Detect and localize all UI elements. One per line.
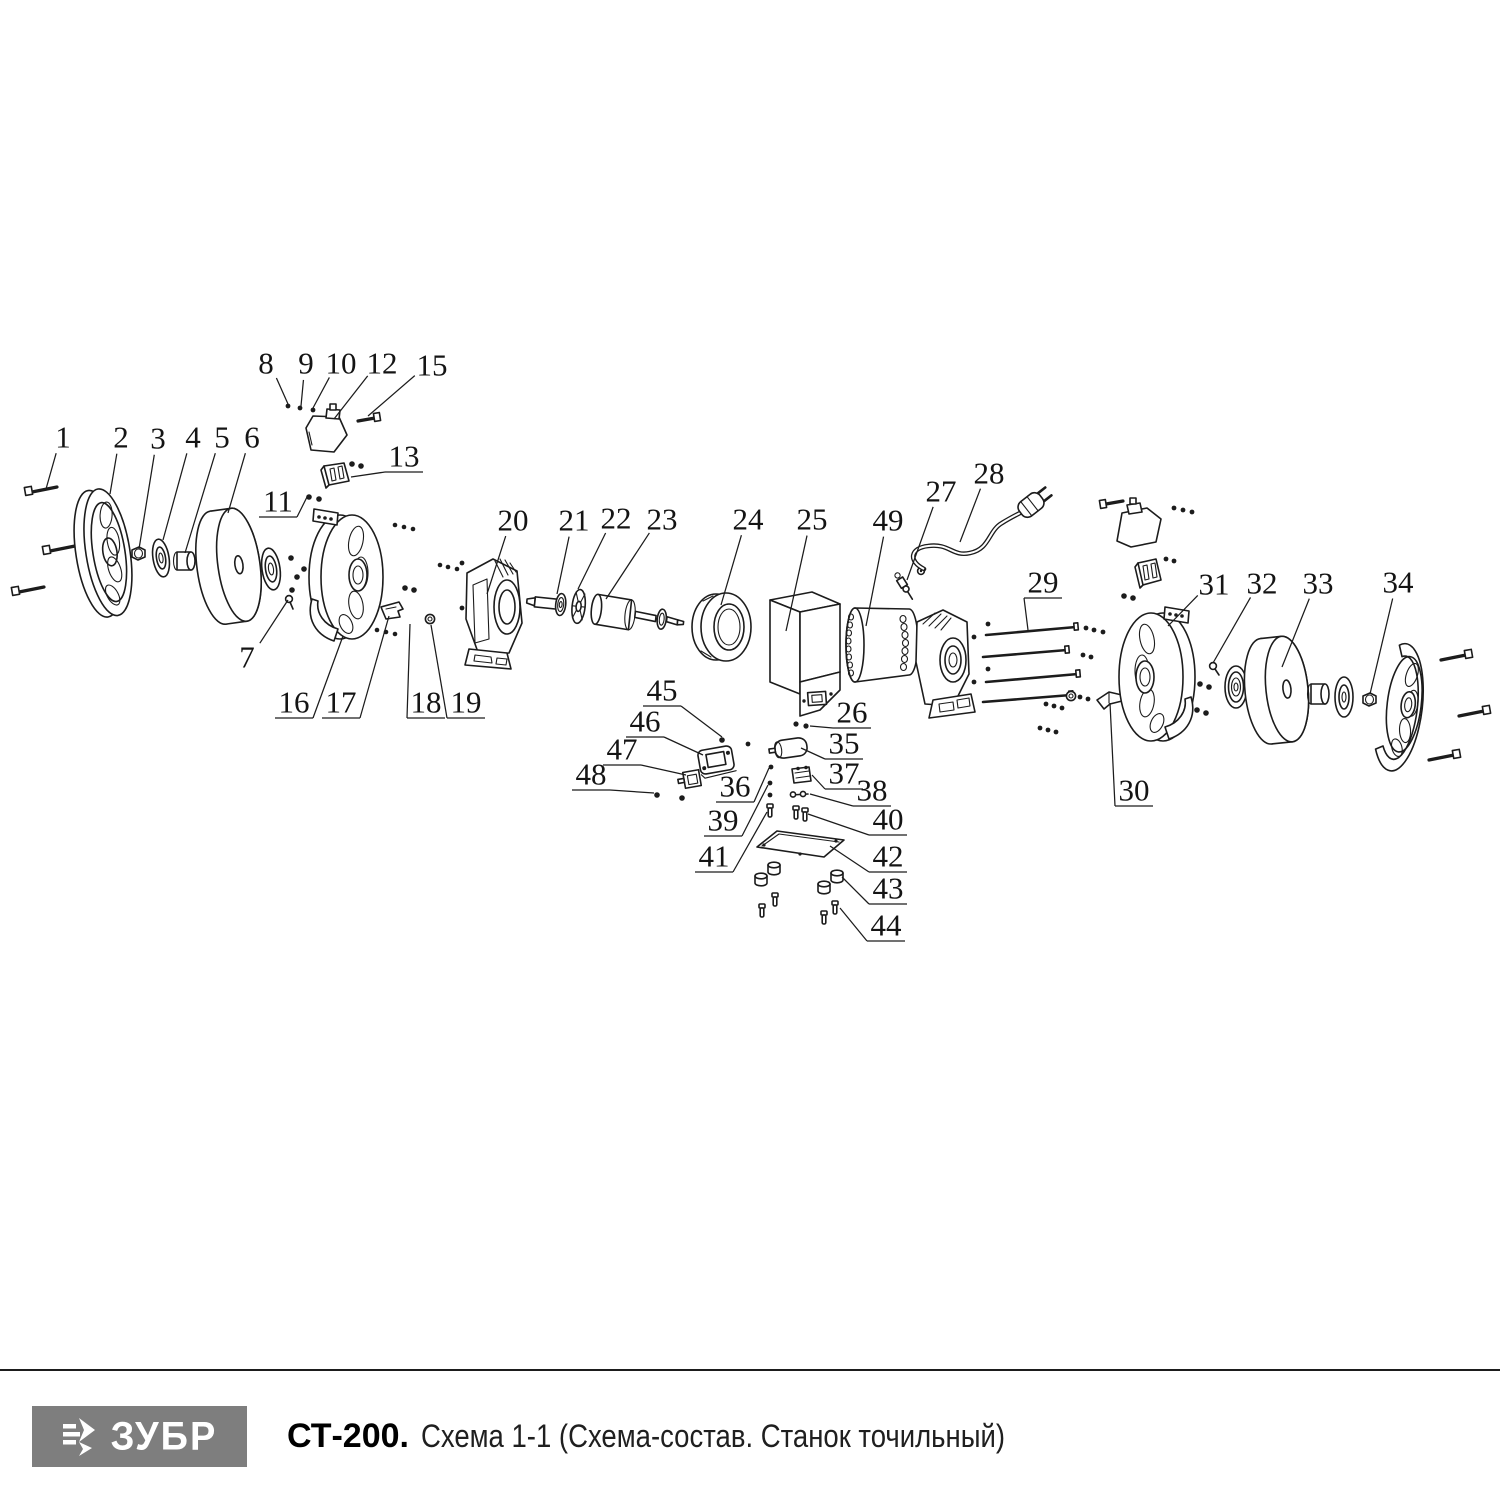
part-label-24	[721, 502, 764, 606]
zubr-logo-text: ЗУБР	[110, 1414, 218, 1459]
svg-text:1: 1	[55, 419, 71, 455]
part-label-31	[1168, 567, 1230, 627]
svg-text:48: 48	[575, 756, 607, 792]
svg-text:26: 26	[836, 694, 868, 730]
flange-right	[1335, 677, 1353, 717]
cord-clamp-37	[792, 766, 811, 783]
nut-left	[132, 547, 145, 560]
svg-text:4: 4	[185, 419, 201, 455]
bracket-30	[1066, 691, 1122, 709]
svg-text:44: 44	[870, 907, 902, 943]
part-label-46	[626, 704, 703, 756]
part-label-9	[298, 346, 314, 407]
screw-41	[767, 804, 773, 817]
svg-text:37: 37	[828, 755, 860, 791]
svg-text:5: 5	[214, 419, 230, 455]
nut-34	[1363, 693, 1376, 706]
switch-insert-47	[677, 770, 701, 790]
svg-text:41: 41	[698, 838, 730, 874]
svg-text:25: 25	[796, 501, 828, 537]
svg-text:30: 30	[1118, 772, 1150, 808]
base-plate-42	[757, 831, 844, 857]
model-number: СТ-200.	[287, 1417, 409, 1455]
part-label-2	[110, 420, 129, 495]
footer-divider	[0, 1369, 1500, 1371]
svg-text:6: 6	[244, 419, 260, 455]
part-label-4	[163, 420, 201, 541]
part-label-42	[830, 839, 907, 874]
bracket-13	[321, 463, 349, 488]
svg-text:28: 28	[973, 455, 1005, 491]
zubr-logo	[32, 1406, 247, 1467]
part-label-49	[866, 503, 904, 627]
part-label-43	[842, 871, 907, 906]
svg-text:20: 20	[497, 502, 529, 538]
part-label-37	[812, 756, 863, 791]
svg-text:38: 38	[856, 772, 888, 808]
svg-text:24: 24	[732, 501, 764, 537]
part-label-34	[1370, 565, 1414, 695]
svg-text:19: 19	[450, 684, 482, 720]
svg-text:8: 8	[258, 345, 274, 381]
svg-text:13: 13	[388, 438, 420, 474]
screws-40	[793, 806, 808, 821]
wheel-guard-left	[309, 509, 383, 641]
part-label-44	[840, 908, 905, 943]
flange-washer-left	[150, 538, 172, 578]
cord-grip-38	[790, 791, 808, 797]
small-hardware-dots	[286, 404, 1212, 801]
long-bolts-left	[11, 486, 75, 595]
grinding-wheel-left	[189, 505, 267, 627]
sleeve-right	[1308, 684, 1330, 704]
part-label-11	[259, 484, 307, 519]
svg-text:9: 9	[298, 345, 314, 381]
svg-text:34: 34	[1382, 564, 1414, 600]
stator-49	[846, 608, 918, 682]
wheel-cover-right	[1373, 642, 1430, 774]
svg-text:10: 10	[325, 345, 357, 381]
sleeve-left	[174, 552, 196, 570]
nut-19	[425, 614, 434, 623]
svg-text:18: 18	[410, 684, 442, 720]
svg-text:35: 35	[828, 725, 860, 761]
stator-cover-25	[770, 592, 840, 716]
part-label-3	[139, 421, 166, 550]
scheme-title: Схема 1-1 (Схема-состав. Станок точильный)	[420, 1418, 1006, 1454]
svg-text:3: 3	[150, 420, 166, 456]
footer-title	[287, 1406, 1100, 1467]
bracket-right	[1135, 559, 1161, 588]
foot-screws-44	[759, 893, 838, 924]
svg-text:46: 46	[629, 703, 661, 739]
svg-text:11: 11	[263, 483, 293, 519]
wheel-cover-left	[66, 486, 139, 621]
svg-text:43: 43	[872, 870, 904, 906]
part-label-21	[557, 503, 590, 595]
svg-text:45: 45	[646, 672, 678, 708]
svg-text:7: 7	[239, 639, 255, 675]
part-label-1	[46, 420, 71, 490]
zubr-logo-icon	[62, 1416, 102, 1458]
bracket-17	[381, 602, 403, 619]
inner-flange-left	[259, 547, 283, 591]
bearing-right	[1225, 666, 1247, 708]
svg-text:29: 29	[1027, 564, 1059, 600]
rubber-feet-43	[755, 862, 843, 894]
svg-text:23: 23	[646, 501, 678, 537]
screw-32	[1210, 663, 1219, 675]
svg-text:2: 2	[113, 419, 129, 455]
part-label-29	[1024, 565, 1062, 631]
svg-text:33: 33	[1302, 565, 1334, 601]
tie-rods-29	[983, 623, 1080, 702]
svg-text:39: 39	[707, 802, 739, 838]
svg-text:15: 15	[416, 347, 448, 383]
svg-text:36: 36	[719, 768, 751, 804]
bolt-15	[358, 413, 381, 422]
svg-text:12: 12	[366, 345, 398, 381]
part-label-8	[258, 346, 288, 405]
svg-text:32: 32	[1246, 565, 1278, 601]
svg-text:27: 27	[925, 473, 957, 509]
svg-text:49: 49	[872, 502, 904, 538]
grinding-wheel-right	[1240, 634, 1314, 746]
long-bolts-right	[1429, 649, 1491, 760]
terminal-27	[893, 571, 915, 601]
svg-text:47: 47	[606, 731, 638, 767]
svg-text:31: 31	[1198, 566, 1230, 602]
wheel-guard-right	[1119, 607, 1195, 741]
part-label-6	[228, 420, 260, 514]
eye-shield-right	[1099, 498, 1161, 547]
svg-text:42: 42	[872, 838, 904, 874]
svg-text:22: 22	[600, 500, 632, 536]
svg-text:17: 17	[325, 684, 357, 720]
svg-text:16: 16	[278, 684, 310, 720]
part-label-13	[351, 439, 423, 478]
svg-text:40: 40	[872, 801, 904, 837]
svg-text:21: 21	[558, 502, 590, 538]
end-bell-right	[916, 610, 975, 718]
rotor-assembly	[525, 584, 686, 635]
